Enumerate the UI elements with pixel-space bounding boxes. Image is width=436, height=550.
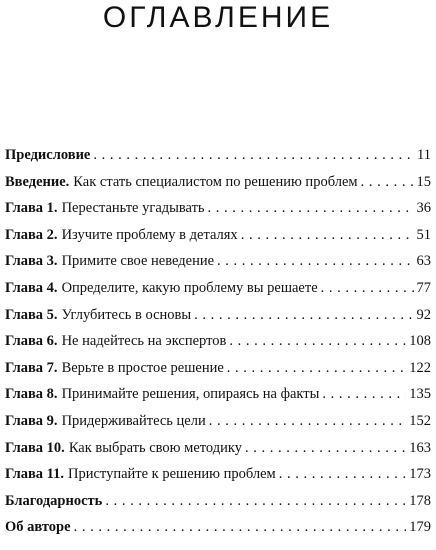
toc-entry-label: Предисловие xyxy=(5,147,91,163)
toc-entry[interactable] xyxy=(5,225,431,252)
toc-entry[interactable] xyxy=(5,491,431,518)
toc-entry-label: Глава 7. xyxy=(5,359,58,376)
toc-entry[interactable] xyxy=(5,331,431,358)
toc-entry-label: Введение. xyxy=(5,173,70,190)
toc-entry[interactable] xyxy=(5,278,431,305)
toc-entry-label: Глава 9. xyxy=(5,412,58,429)
toc-entry[interactable] xyxy=(5,251,431,278)
toc-entry-page-number: 108 xyxy=(409,333,431,350)
dot-leader xyxy=(361,172,414,192)
toc-entry-page-number: 15 xyxy=(416,173,431,190)
dot-leader xyxy=(208,198,414,218)
toc-entry-page-number: 173 xyxy=(409,466,431,483)
toc-entry-label: Глава 4. xyxy=(5,279,58,296)
toc-entry-title: Приступайте к решению проблем xyxy=(68,466,276,483)
toc-entry-page-number: 92 xyxy=(416,306,431,323)
toc-entry[interactable] xyxy=(5,438,431,465)
toc-entry[interactable] xyxy=(5,384,431,411)
dot-leader xyxy=(322,384,406,404)
dot-leader xyxy=(105,491,406,511)
toc-entry-page-number: 152 xyxy=(409,412,431,429)
toc-entry-label: Глава 11. xyxy=(5,466,65,483)
dot-leader xyxy=(74,517,407,537)
toc-entry[interactable] xyxy=(5,517,431,544)
table-of-contents xyxy=(5,145,431,544)
toc-entry-page-number: 36 xyxy=(416,200,431,217)
toc-entry[interactable] xyxy=(5,464,431,491)
toc-entry-title: Не надейтесь на экспертов xyxy=(61,333,227,350)
dot-leader xyxy=(279,464,407,484)
dot-leader xyxy=(241,225,414,245)
dot-leader xyxy=(209,411,407,431)
toc-entry-page-number: 122 xyxy=(409,359,431,376)
toc-entry-label: Глава 2. xyxy=(5,226,58,243)
toc-entry-label: Об авторе xyxy=(5,519,71,536)
toc-entry-title: Придерживайтесь цели xyxy=(61,412,206,429)
toc-entry-label: Глава 8. xyxy=(5,386,58,403)
toc-entry[interactable] xyxy=(5,172,431,199)
toc-entry-title: Изучите проблему в деталях xyxy=(61,226,238,243)
toc-entry-page-number: 77 xyxy=(416,279,431,296)
toc-entry[interactable] xyxy=(5,358,431,385)
dot-leader xyxy=(245,438,406,458)
toc-entry-label: Благодарность xyxy=(5,492,103,509)
toc-entry-page-number: 179 xyxy=(409,519,431,536)
toc-entry-page-number: 178 xyxy=(409,492,431,509)
toc-entry-label: Глава 10. xyxy=(5,439,65,456)
toc-entry-page-number: 63 xyxy=(416,253,431,270)
toc-entry-page-number: 135 xyxy=(409,386,431,403)
dot-leader xyxy=(194,305,413,325)
toc-entry-page-number: 11 xyxy=(417,147,431,163)
toc-entry[interactable] xyxy=(5,198,431,225)
toc-entry-title: Принимайте решения, опираясь на факты xyxy=(61,386,320,403)
dot-leader xyxy=(229,331,406,351)
toc-entry-title: Определите, какую проблему вы решаете xyxy=(61,279,318,296)
dot-leader xyxy=(93,145,414,165)
dot-leader xyxy=(227,358,406,378)
toc-entry-label: Глава 6. xyxy=(5,333,58,350)
toc-entry-label: Глава 1. xyxy=(5,200,58,217)
toc-entry-title: Углубитесь в основы xyxy=(61,306,192,323)
toc-entry-label: Глава 3. xyxy=(5,253,58,270)
toc-entry-title: Как стать специалистом по решению проблем xyxy=(73,173,358,190)
toc-entry-page-number: 163 xyxy=(409,439,431,456)
toc-entry-label: Глава 5. xyxy=(5,306,58,323)
toc-entry-title: Перестаньте угадывать xyxy=(61,200,205,217)
dot-leader xyxy=(321,278,414,298)
toc-entry[interactable] xyxy=(5,145,431,172)
toc-entry[interactable] xyxy=(5,305,431,332)
toc-entry-title: Верьте в простое решение xyxy=(61,359,224,376)
toc-entry-title: Как выбрать свою методику xyxy=(68,439,242,456)
toc-entry-title: Примите свое неведение xyxy=(61,253,215,270)
dot-leader xyxy=(217,251,413,271)
toc-entry[interactable] xyxy=(5,411,431,438)
page-title: ОГЛАВЛЕНИЕ xyxy=(102,1,334,34)
toc-entry-page-number: 51 xyxy=(416,226,431,243)
